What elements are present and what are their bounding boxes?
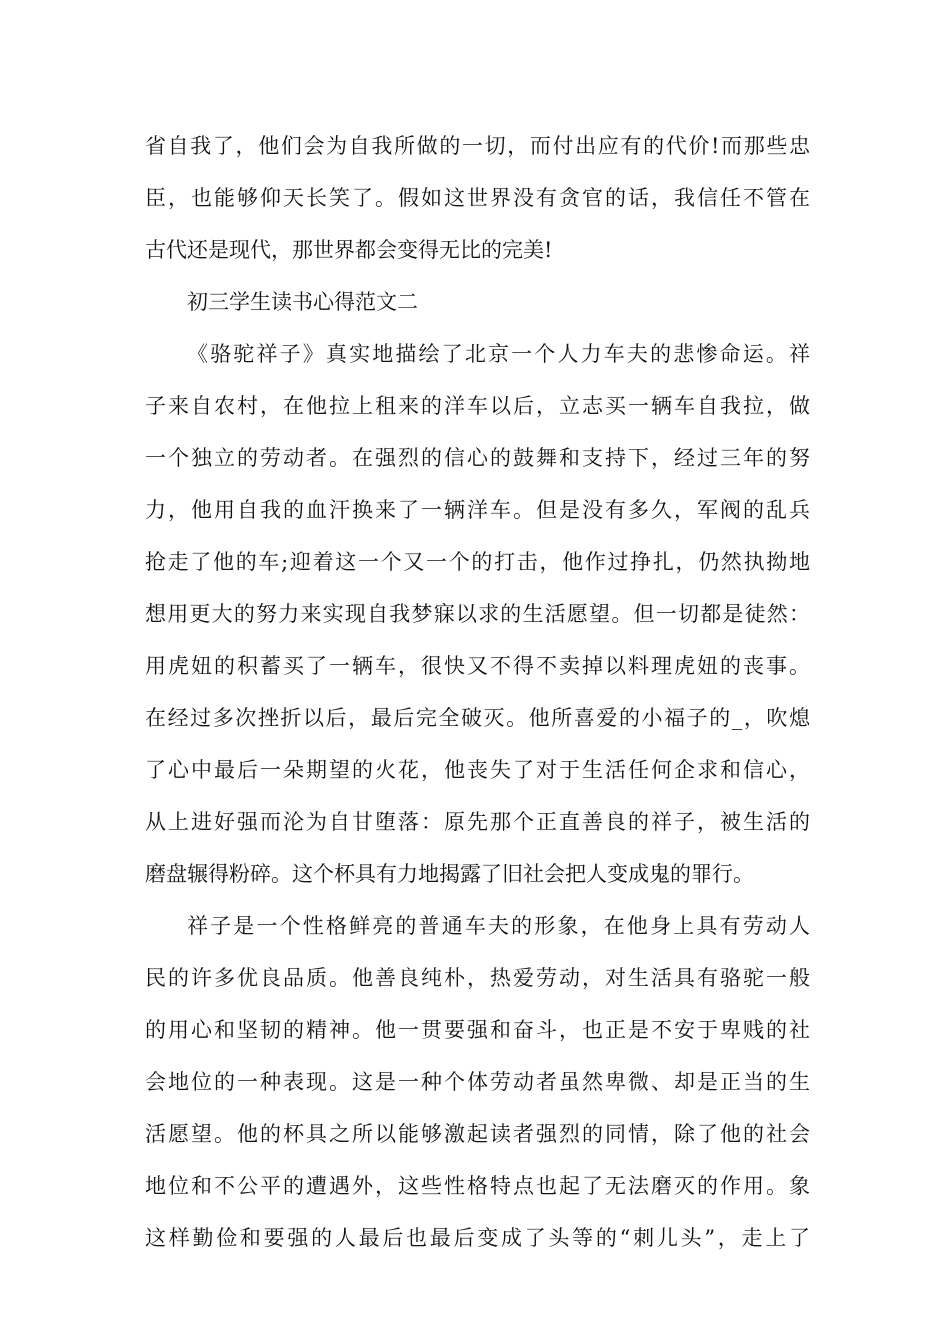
text-line: 了心中最后一朵期望的火花，他丧失了对于生活任何企求和信心， bbox=[145, 758, 810, 782]
text-line: 从上进好强而沦为自甘堕落：原先那个正直善良的祥子，被生活的 bbox=[145, 810, 810, 834]
text-line: 活愿望。他的杯具之所以能够激起读者强烈的同情，除了他的社会 bbox=[145, 1122, 810, 1146]
section-heading bbox=[145, 276, 810, 328]
text-line: 这样勤俭和要强的人最后也最后变成了头等的“刺儿头”，走上了 bbox=[145, 1226, 810, 1250]
document-body bbox=[145, 120, 810, 1264]
text-line: 用虎妞的积蓄买了一辆车，很快又不得不卖掉以料理虎妞的丧事。 bbox=[145, 654, 810, 678]
paragraph bbox=[145, 328, 810, 900]
text-line: 会地位的一种表现。这是一种个体劳动者虽然卑微、却是正当的生 bbox=[145, 1070, 810, 1094]
text-line: 力，他用自我的血汗换来了一辆洋车。但是没有多久，军阀的乱兵 bbox=[145, 498, 810, 522]
text-line: 民的许多优良品质。他善良纯朴，热爱劳动，对生活具有骆驼一般 bbox=[145, 966, 810, 990]
paragraph-continued bbox=[145, 120, 810, 276]
text-line: 臣，也能够仰天长笑了。假如这世界没有贪官的话，我信任不管在 bbox=[145, 186, 810, 210]
paragraph bbox=[145, 900, 810, 1264]
text-line: 一个独立的劳动者。在强烈的信心的鼓舞和支持下，经过三年的努 bbox=[145, 446, 810, 470]
text-line: 《骆驼祥子》真实地描绘了北京一个人力车夫的悲惨命运。祥 bbox=[187, 342, 810, 366]
text-line: 磨盘辗得粉碎。这个杯具有力地揭露了旧社会把人变成鬼的罪行。 bbox=[145, 862, 754, 886]
text-line: 抢走了他的车;迎着这一个又一个的打击，他作过挣扎，仍然执拗地 bbox=[145, 550, 810, 574]
text-line: 想用更大的努力来实现自我梦寐以求的生活愿望。但一切都是徒然： bbox=[145, 602, 810, 626]
heading-text: 初三学生读书心得范文二 bbox=[187, 290, 418, 314]
text-line: 地位和不公平的遭遇外，这些性格特点也起了无法磨灭的作用。象 bbox=[145, 1174, 810, 1198]
text-line: 省自我了，他们会为自我所做的一切，而付出应有的代价!而那些忠 bbox=[145, 134, 810, 158]
text-line: 古代还是现代，那世界都会变得无比的完美! bbox=[145, 238, 553, 262]
text-line: 子来自农村，在他拉上租来的洋车以后，立志买一辆车自我拉，做 bbox=[145, 394, 810, 418]
text-line: 祥子是一个性格鲜亮的普通车夫的形象，在他身上具有劳动人 bbox=[187, 914, 810, 938]
text-line: 的用心和坚韧的精神。他一贯要强和奋斗，也正是不安于卑贱的社 bbox=[145, 1018, 810, 1042]
text-line: 在经过多次挫折以后，最后完全破灭。他所喜爱的小福子的_，吹熄 bbox=[145, 706, 810, 730]
